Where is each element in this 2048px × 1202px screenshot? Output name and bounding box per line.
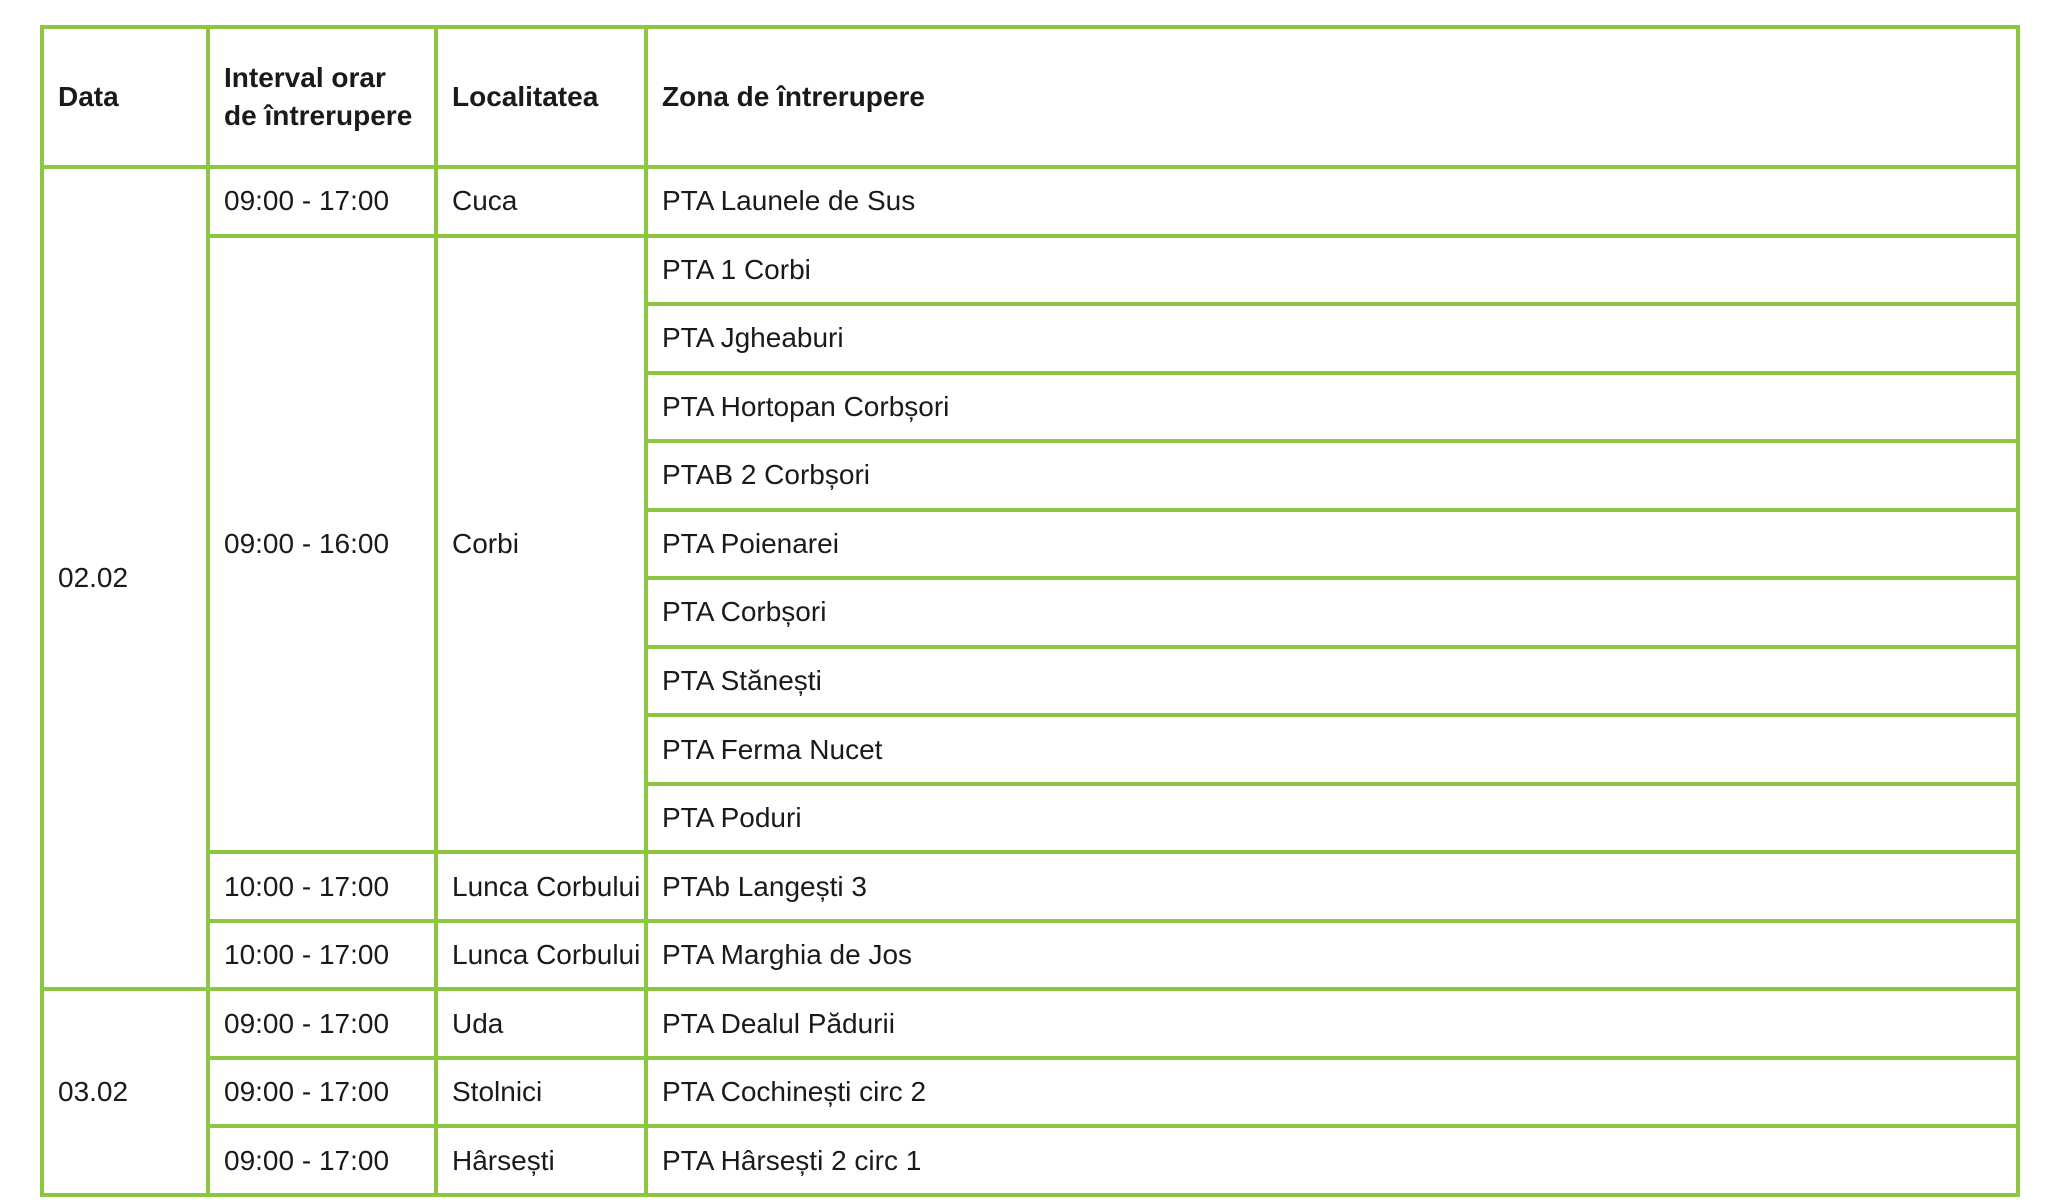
locality-cell: Stolnici: [436, 1058, 646, 1127]
header-row: [42, 27, 2018, 167]
locality-cell: Corbi: [436, 236, 646, 853]
interval-cell: 09:00 - 17:00: [208, 167, 436, 236]
date-cell: 02.02: [42, 167, 208, 989]
zone-cell: PTA Stănești: [646, 647, 2018, 716]
date-cell: 03.02: [42, 989, 208, 1195]
zone-cell: PTA Dealul Pădurii: [646, 989, 2018, 1058]
table-row: [42, 989, 2018, 1058]
zone-cell: PTA Hârsești 2 circ 1: [646, 1126, 2018, 1195]
table-row: [42, 1126, 2018, 1195]
locality-cell: Lunca Corbului: [436, 852, 646, 921]
interval-cell: 09:00 - 17:00: [208, 989, 436, 1058]
table-row: [42, 1058, 2018, 1127]
header-date: Data: [42, 27, 208, 167]
zone-cell: PTA Poduri: [646, 784, 2018, 853]
interval-cell: 09:00 - 17:00: [208, 1058, 436, 1127]
table-row: [42, 236, 2018, 305]
zone-cell: PTAb Langești 3: [646, 852, 2018, 921]
locality-cell: Uda: [436, 989, 646, 1058]
zone-cell: PTA Poienarei: [646, 510, 2018, 579]
table-row: [42, 167, 2018, 236]
zone-cell: PTA Cochinești circ 2: [646, 1058, 2018, 1127]
table-row: [42, 921, 2018, 990]
table-row: [42, 852, 2018, 921]
outage-schedule-table: [40, 25, 2020, 1197]
zone-cell: PTA Jgheaburi: [646, 304, 2018, 373]
locality-cell: Lunca Corbului: [436, 921, 646, 990]
locality-cell: Hârsești: [436, 1126, 646, 1195]
header-locality: Localitatea: [436, 27, 646, 167]
header-zone: Zona de întrerupere: [646, 27, 2018, 167]
zone-cell: PTA Corbșori: [646, 578, 2018, 647]
interval-cell: 09:00 - 17:00: [208, 1126, 436, 1195]
zone-cell: PTA Ferma Nucet: [646, 715, 2018, 784]
zone-cell: PTAB 2 Corbșori: [646, 441, 2018, 510]
header-interval: Interval orar de întrerupere: [208, 27, 436, 167]
locality-cell: Cuca: [436, 167, 646, 236]
zone-cell: PTA 1 Corbi: [646, 236, 2018, 305]
zone-cell: PTA Marghia de Jos: [646, 921, 2018, 990]
zone-cell: PTA Launele de Sus: [646, 167, 2018, 236]
zone-cell: PTA Hortopan Corbșori: [646, 373, 2018, 442]
interval-cell: 09:00 - 16:00: [208, 236, 436, 853]
interval-cell: 10:00 - 17:00: [208, 921, 436, 990]
interval-cell: 10:00 - 17:00: [208, 852, 436, 921]
